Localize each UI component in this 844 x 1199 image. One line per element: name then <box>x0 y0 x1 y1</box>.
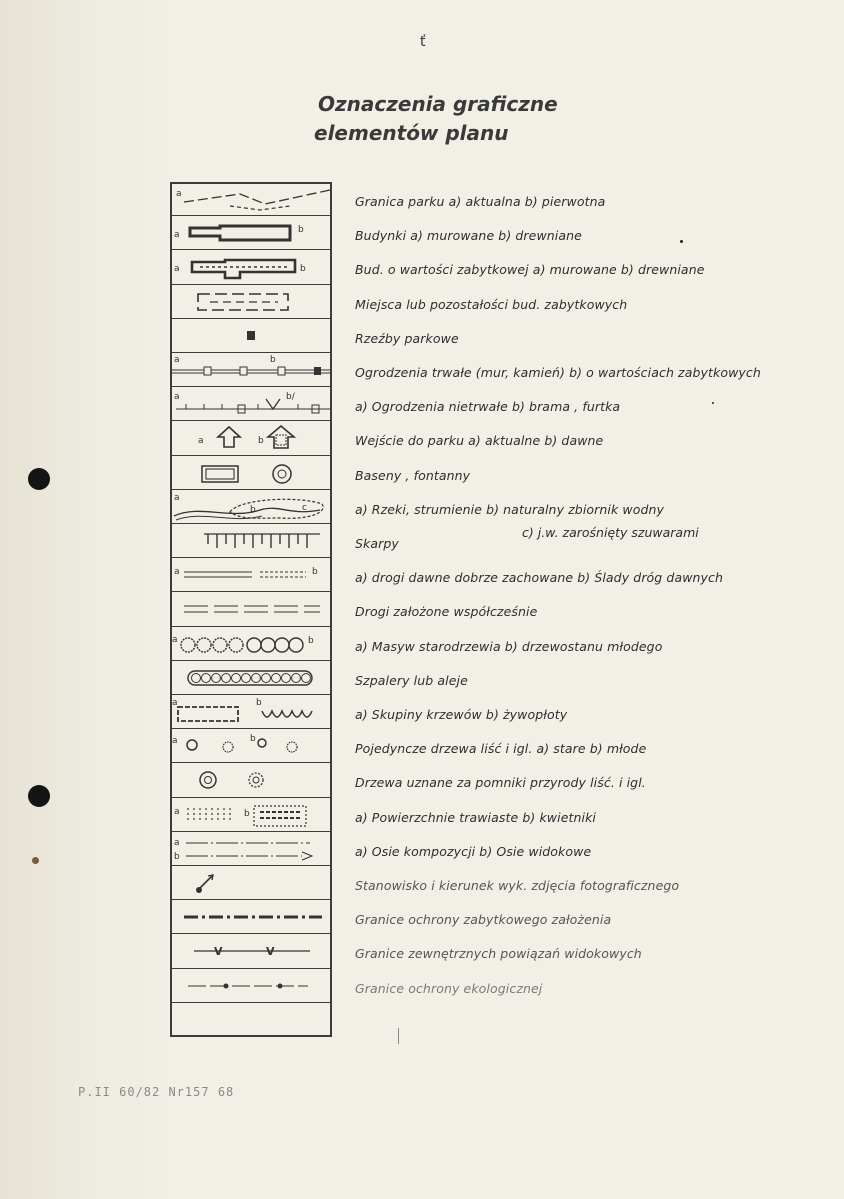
svg-text:a: a <box>174 492 180 503</box>
monument-trees-icon <box>170 763 332 797</box>
old-roads-icon <box>170 558 332 592</box>
svg-text:a: a <box>174 264 180 275</box>
legend-description: a) Osie kompozycji b) Osie widokowe <box>355 843 592 859</box>
svg-text:a: a <box>172 634 178 645</box>
legend-row <box>170 866 332 900</box>
title-line-2: elementów planu <box>314 121 509 145</box>
legend-description: a) drogi dawne dobrze zachowane b) Ślady dróg dawnych <box>355 570 724 586</box>
svg-text:b: b <box>300 264 306 275</box>
svg-text:b: b <box>244 808 250 819</box>
modern-roads-icon <box>170 592 332 626</box>
legend-row <box>170 592 332 626</box>
paper-speck <box>32 857 39 864</box>
legend-row <box>170 763 332 797</box>
svg-text:b: b <box>258 436 264 447</box>
svg-text:b: b <box>270 355 276 365</box>
legend-row <box>170 285 332 319</box>
svg-text:a: a <box>176 189 182 199</box>
axes-icon <box>170 832 332 866</box>
legend-row <box>170 661 332 695</box>
legend-description: Granice ochrony ekologicznej <box>355 980 543 996</box>
legend-description: a) Powierzchnie trawiaste b) kwietniki <box>355 809 596 825</box>
legend-description: Szpalery lub aleje <box>355 672 468 688</box>
legend-description: Ogrodzenia trwałe (mur, kamień) b) o wartościach zabytkowych <box>355 365 761 380</box>
river-pond-icon <box>170 490 332 524</box>
empty-row <box>170 1003 332 1037</box>
ink-dot <box>712 402 714 404</box>
legend-row <box>170 558 332 592</box>
svg-text:b: b <box>298 225 304 236</box>
extra-note: c) j.w. zarośnięty szuwarami <box>522 525 699 540</box>
legend-description: Rzeźby parkowe <box>355 330 459 346</box>
old-stand-icon <box>170 627 332 661</box>
svg-text:b: b <box>250 734 256 745</box>
legend-row <box>170 250 332 284</box>
tree-rows-icon <box>170 661 332 695</box>
heritage-buildings-icon <box>170 250 332 284</box>
legend-row <box>170 524 332 558</box>
svg-text:b/: b/ <box>286 392 295 403</box>
legend-description: Skarpy <box>355 536 399 551</box>
view-links-boundary-icon <box>170 934 332 968</box>
title-line-1: Oznaczenia graficzne <box>318 92 558 116</box>
top-mark: ť <box>420 34 426 50</box>
legend-row <box>170 798 332 832</box>
svg-text:b: b <box>250 504 256 515</box>
park-entrance-arrow-icon <box>170 421 332 455</box>
legend-row <box>170 182 332 216</box>
svg-text:V: V <box>266 945 275 959</box>
ink-dot <box>680 240 683 243</box>
pool-fountain-icon <box>170 456 332 490</box>
paper-edge-shading <box>0 0 170 1199</box>
legend-description: Bud. o wartości zabytkowej a) murowane b) drewniane <box>355 262 705 278</box>
legend-description: a) Masyw starodrzewia b) drzewostanu młodego <box>355 638 663 654</box>
buildings-outline-icon <box>170 216 332 250</box>
svg-text:b: b <box>312 567 318 578</box>
legend-description: a) Ogrodzenia nietrwałe b) brama , furtka <box>355 399 621 415</box>
svg-text:a: a <box>198 436 204 447</box>
legend-description: Drogi założone współcześnie <box>355 604 538 620</box>
park-boundary-line-icon <box>170 182 332 216</box>
meadow-flowerbed-icon <box>170 798 332 832</box>
svg-text:a: a <box>174 837 180 848</box>
legend-description: Wejście do parku a) aktualne b) dawne <box>355 433 604 449</box>
shrubs-hedge-icon <box>170 695 332 729</box>
dashed-building-icon <box>170 285 332 319</box>
svg-text:a: a <box>174 230 180 241</box>
svg-text:b: b <box>256 698 262 708</box>
punch-hole-upper <box>28 468 50 490</box>
escarpment-icon <box>170 524 332 558</box>
heritage-protection-boundary-icon <box>170 900 332 934</box>
legend-row <box>170 729 332 763</box>
legend-row <box>170 969 332 1003</box>
temporary-fence-gate-icon <box>170 387 332 421</box>
vertical-pencil-mark <box>398 1028 399 1044</box>
legend-row <box>170 387 332 421</box>
legend-description: Granice ochrony zabytkowego założenia <box>355 912 612 928</box>
single-trees-icon <box>170 729 332 763</box>
legend-description: Budynki a) murowane b) drewniane <box>355 228 582 244</box>
archive-stamp: P.II 60/82 Nr157 68 <box>78 1085 235 1099</box>
photo-point-icon <box>170 866 332 900</box>
legend-description: Pojedyncze drzewa liść i igl. a) stare b) młode <box>355 741 647 757</box>
svg-text:b: b <box>308 635 314 646</box>
legend-description: Granice zewnętrznych powiązań widokowych <box>355 946 642 962</box>
page-title <box>300 90 580 148</box>
legend-description: Drzewa uznane za pomniki przyrody liść. i igl. <box>355 775 646 791</box>
svg-text:a: a <box>174 806 180 817</box>
svg-text:a: a <box>174 392 180 403</box>
legend-row <box>170 490 332 524</box>
legend-description: a) Rzeki, strumienie b) naturalny zbiornik wodny <box>355 501 665 517</box>
svg-text:a: a <box>174 355 180 365</box>
svg-text:a: a <box>172 698 178 708</box>
sculpture-square-icon <box>170 319 332 353</box>
svg-text:a: a <box>172 736 178 747</box>
permanent-fence-icon <box>170 353 332 387</box>
legend-row <box>170 1003 332 1037</box>
svg-text:c: c <box>302 502 307 513</box>
punch-hole-lower <box>28 785 50 807</box>
legend-description: a) Skupiny krzewów b) żywopłoty <box>355 707 568 722</box>
legend-row <box>170 353 332 387</box>
legend-row <box>170 421 332 455</box>
legend-row <box>170 695 332 729</box>
legend-description: Baseny , fontanny <box>355 467 471 483</box>
svg-text:b: b <box>174 851 180 862</box>
legend-row <box>170 900 332 934</box>
legend-description: Granica parku a) aktualna b) pierwotna <box>355 194 606 209</box>
legend-row <box>170 216 332 250</box>
legend-row <box>170 934 332 968</box>
svg-text:a: a <box>174 567 180 578</box>
ecological-protection-boundary-icon <box>170 969 332 1003</box>
legend-description: Stanowisko i kierunek wyk. zdjęcia fotograficznego <box>355 878 680 893</box>
svg-text:V: V <box>214 945 223 959</box>
legend-row <box>170 319 332 353</box>
legend-row <box>170 832 332 866</box>
legend-description: Miejsca lub pozostałości bud. zabytkowych <box>355 296 628 312</box>
legend-row <box>170 627 332 661</box>
legend-row <box>170 456 332 490</box>
